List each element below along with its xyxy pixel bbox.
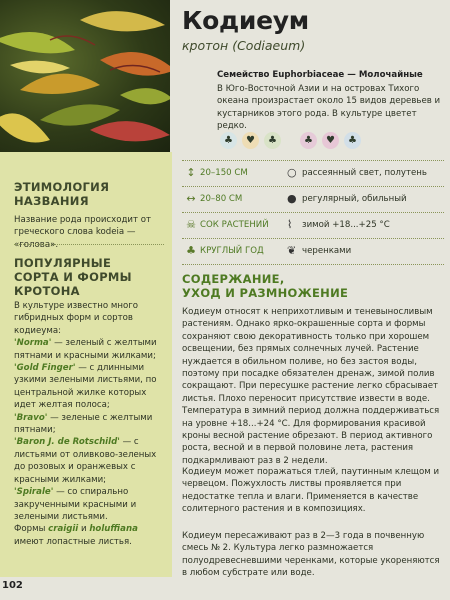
care-paragraph-2: Кодиеум может поражаться тлей, паутинным клещом и червецом. Пожухлость листвы проявляется при недостатке тепла и влаги. Применяется в качестве солитерного растения и в композициях. [182,467,440,515]
param-divider [182,238,444,239]
calendar-icons [220,132,360,150]
param-value: зимой +18...+25 °С [302,220,390,230]
variety-bravo: 'Bravo' — зеленые с желтыми пятнами; [14,412,153,436]
param-label: КРУГЛЫЙ ГОД [200,246,264,256]
param-divider [182,212,444,213]
page-title: Кодиеум [182,6,309,35]
sidebar-panel [0,152,172,577]
forms-note: Формы craigii и holuffiana имеют лопастные листья. [14,524,138,547]
variety-baron: 'Baron J. de Rotschild' — с листьями от оливково-зеленых до розовых и оранжевых с красными жилками; [14,437,157,485]
param-value: регулярный, обильный [302,194,407,204]
varieties-intro: В культуре известно много гибридных форм и сортов кодиеума: [14,301,139,336]
variety-spirale: 'Spirale' — со спирально закрученными красными и зелеными листьями. [14,487,137,522]
param-value: рассеянный свет, полутень [302,168,427,178]
param-row-width [182,188,444,210]
width-arrows-icon: ↔ [186,192,196,205]
family-line: Семейство Euphorbiaceae — Молочайные [217,70,423,80]
varieties-heading: ПОПУЛЯРНЫЕ СОРТА И ФОРМЫ КРОТОНА [14,256,132,298]
clover-icon: ♣ [264,132,281,149]
drop-icon: ● [287,192,297,205]
clover-icon: ♣ [344,132,361,149]
skull-icon: ☠ [186,218,196,231]
param-label: 20–150 СМ [200,168,248,178]
care-paragraph-3: Кодиеум пересаживают раз в 2—3 года в почвенную смесь № 2. Культура легко размножается полуодревесневшими черенками, которые укореняются в любом субстрате или воде. [182,531,440,579]
etymology-heading: ЭТИМОЛОГИЯ НАЗВАНИЯ [14,180,110,208]
cuttings-icon: ❦ [287,244,297,257]
description: В Юго-Восточной Азии и на островах Тихого океана произрастает около 15 видов деревьев и кустарников этого рода. В культуре цветет редко. [217,84,441,132]
thermometer-icon: ⌇ [287,218,293,231]
param-row-height [182,162,444,184]
param-row-season [182,240,444,262]
param-divider [182,264,444,265]
heart-icon: ♥ [322,132,339,149]
clover-icon: ♣ [220,132,237,149]
param-label: 20–80 СМ [200,194,243,204]
param-value: черенками [302,246,352,256]
param-divider [182,160,444,161]
clover-icon: ♣ [300,132,317,149]
care-heading: СОДЕРЖАНИЕ, УХОД И РАЗМНОЖЕНИЕ [182,272,349,300]
param-label: СОК РАСТЕНИЙ [200,220,269,230]
param-row-sap [182,214,444,236]
variety-norma: 'Norma' — зеленый с желтыми пятнами и красными жилками; [14,338,157,361]
variety-gold-finger: 'Gold Finger' — с длинными узкими зелеными листьями, по центральной жилке которых идет желтая полоса; [14,363,157,411]
page-number: 102 [2,580,23,591]
plant-photo [0,0,170,152]
page-subtitle: кротон (Codiaeum) [182,38,306,53]
height-arrows-icon: ↕ [186,166,196,179]
clover-icon: ♣ [186,244,196,257]
heart-icon: ♥ [242,132,259,149]
sidebar-divider [14,244,164,245]
param-divider [182,186,444,187]
care-paragraph-1: Кодиеум относят к неприхотливым и теневыносливым растениям. Однако ярко-окрашенные сорта и формы сохраняют свою декоративность только при хорошем освещении, без прямых солнечных лучей. Растение нуждается в обильном поливе, но без застоя воды, поэтому при посадке обязателен дренаж, зимой полив сокращают. При пересушке растение легко сбрасывает листья. Плохо переносит присутствие извести в воде. Температура в зимний период должна поддерживаться на уровне +18...+24 °С. Для формирования красивой кроны весной растение обрезают. В период активного роста, весной и в первой половине лета, растения подкармливают раз в 2 недели. [182,307,440,466]
varieties-list [14,300,168,548]
sun-icon: ○ [287,166,297,179]
etymology-text: Название рода происходит от греческого слова kodeia — «голова». [14,215,152,250]
